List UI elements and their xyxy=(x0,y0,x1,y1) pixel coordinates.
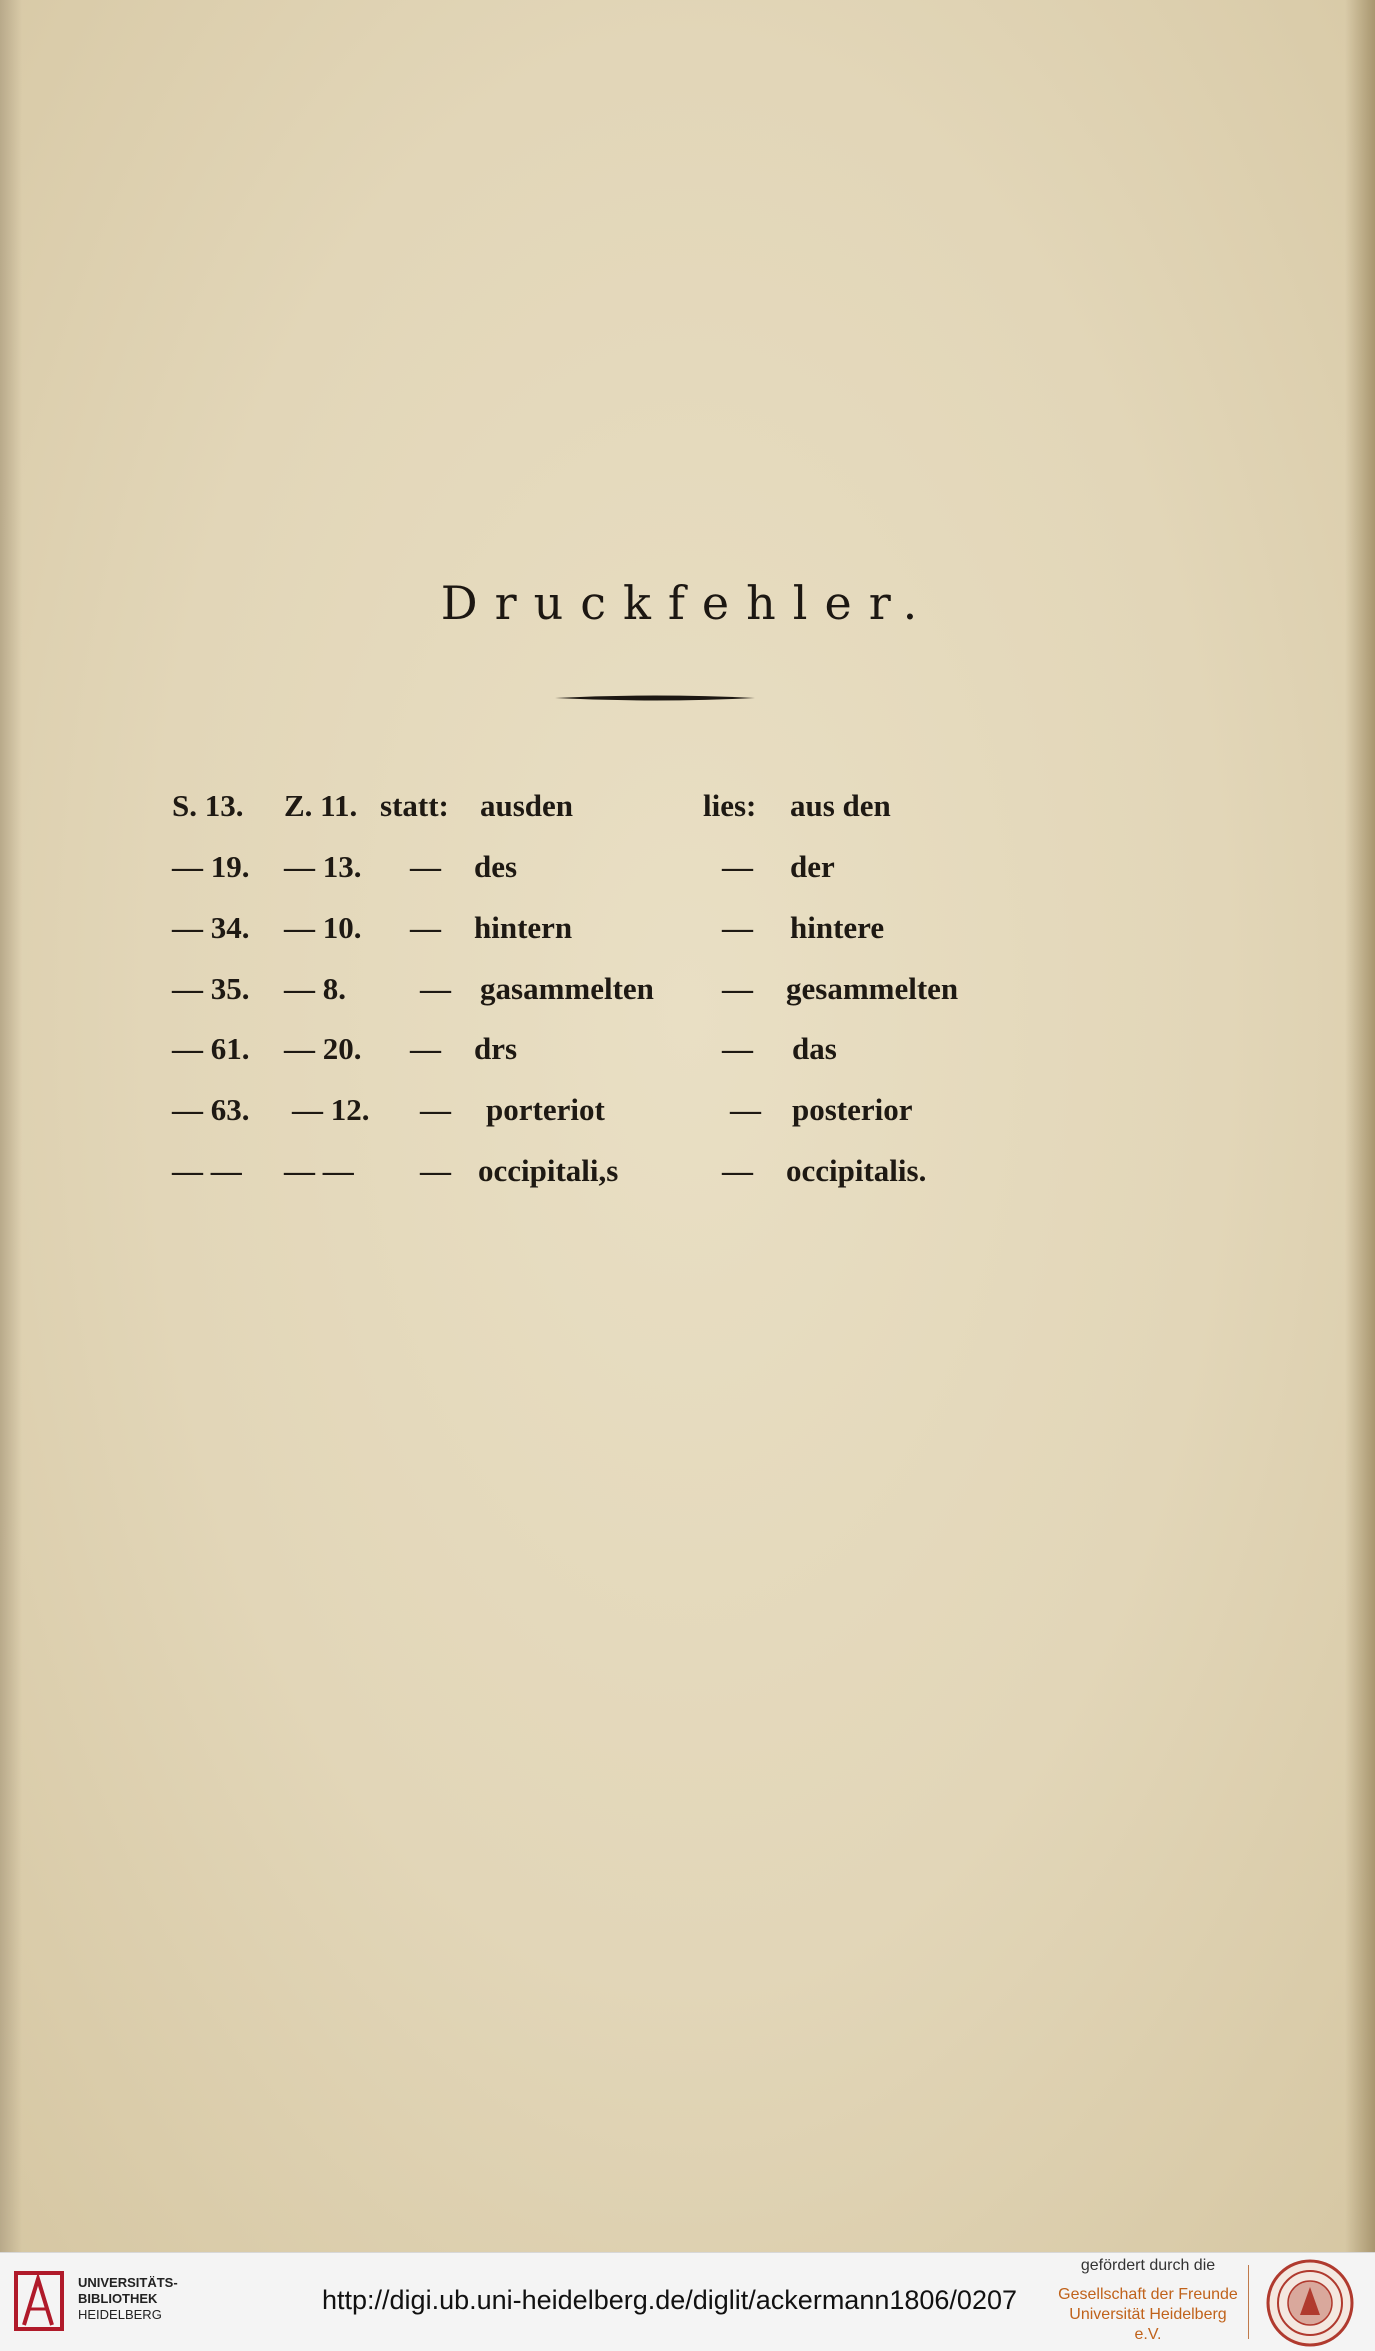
errata-statt-label: — xyxy=(420,1092,451,1127)
errata-wrong: porteriot xyxy=(486,1092,605,1127)
errata-lies-label: — xyxy=(722,1031,753,1066)
page-title: Druckfehler. xyxy=(440,576,935,630)
errata-correct: der xyxy=(790,849,835,884)
errata-lies-label: — xyxy=(722,1153,753,1188)
errata-correct: das xyxy=(792,1031,837,1066)
errata-wrong: gasammelten xyxy=(480,971,654,1006)
errata-correct: aus den xyxy=(790,788,891,823)
errata-correct: gesammelten xyxy=(786,971,959,1006)
errata-statt-label: — xyxy=(410,1031,441,1066)
errata-wrong: occipitali,s xyxy=(478,1153,619,1188)
errata-page: — — xyxy=(172,1153,242,1188)
errata-statt-label: — xyxy=(420,971,451,1006)
viewer-footer xyxy=(0,2252,1375,2351)
library-name-line2: BIBLIOTHEK xyxy=(78,2291,158,2306)
errata-wrong: ausden xyxy=(480,788,574,823)
sponsor-name-line2: Universität Heidelberg e.V. xyxy=(1069,2306,1227,2343)
footer-divider xyxy=(1248,2265,1249,2339)
errata-statt-label: — xyxy=(410,910,441,945)
errata-line: — 12. xyxy=(292,1092,370,1127)
errata-wrong: drs xyxy=(474,1031,518,1066)
errata-line: — 20. xyxy=(284,1031,362,1066)
errata-lies-label: — xyxy=(722,849,753,884)
errata-page: — 35. xyxy=(172,971,250,1006)
errata-page: S. 13. xyxy=(172,788,244,823)
sponsor-block xyxy=(1058,2257,1238,2345)
library-name xyxy=(78,2275,178,2323)
errata-statt-label: — xyxy=(410,849,441,884)
errata-line: — — xyxy=(284,1153,354,1188)
errata-lies-label: — xyxy=(722,971,753,1006)
errata-line: — 8. xyxy=(284,971,346,1006)
errata-statt-label: statt: xyxy=(380,788,449,823)
sponsor-label: gefördert durch die xyxy=(1080,2257,1216,2274)
errata-page: — 63. xyxy=(172,1092,250,1127)
errata-page: — 19. xyxy=(172,849,250,884)
errata-wrong: hintern xyxy=(474,910,573,945)
errata-lies-label: lies: xyxy=(703,788,757,823)
errata-line: — 10. xyxy=(284,910,362,945)
errata-line: Z. 11. xyxy=(284,788,358,823)
permalink-url[interactable]: http://digi.ub.uni-heidelberg.de/diglit/ackermann1806/0207 xyxy=(322,2285,1017,2315)
errata-page: — 34. xyxy=(172,910,250,945)
errata-lies-label: — xyxy=(722,910,753,945)
errata-correct: occipitalis. xyxy=(786,1153,927,1188)
errata-lies-label: — xyxy=(730,1092,761,1127)
library-name-line1: UNIVERSITÄTS- xyxy=(78,2275,178,2290)
errata-wrong: des xyxy=(474,849,518,884)
ornamental-rule xyxy=(555,693,755,703)
university-seal-icon xyxy=(1266,2259,1354,2347)
errata-correct: posterior xyxy=(792,1092,913,1127)
errata-statt-label: — xyxy=(420,1153,451,1188)
university-library-logo-icon xyxy=(14,2269,70,2335)
library-name-line3: HEIDELBERG xyxy=(78,2307,162,2322)
errata-correct: hintere xyxy=(790,910,885,945)
errata-line: — 13. xyxy=(284,849,362,884)
sponsor-name-line1: Gesellschaft der Freunde xyxy=(1058,2286,1238,2303)
errata-page: — 61. xyxy=(172,1031,250,1066)
